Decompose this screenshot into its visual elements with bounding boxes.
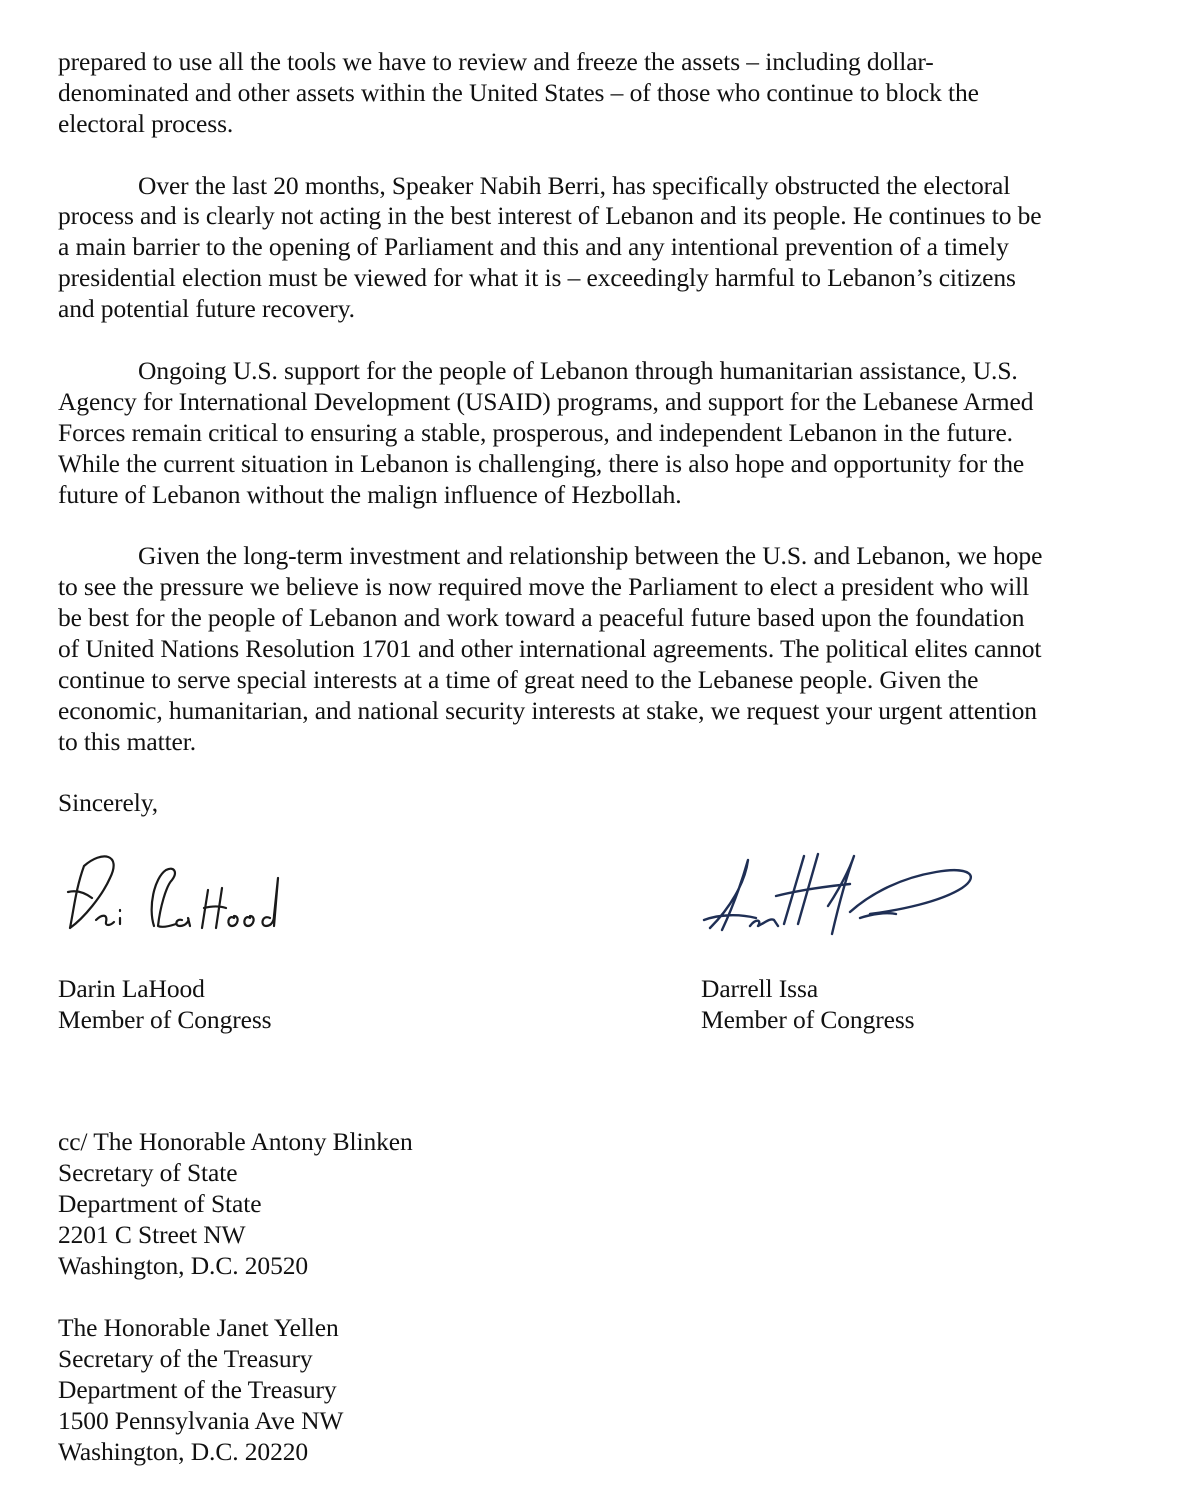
cc-line: Department of State (58, 1189, 262, 1218)
text-line: economic, humanitarian, and national security interests at stake, we request your urgent attention (58, 696, 1037, 725)
text-line: to this matter. (58, 727, 197, 756)
cc-line: The Honorable Janet Yellen (58, 1313, 339, 1342)
text-line: Over the last 20 months, Speaker Nabih Berri, has specifically obstructed the electoral (138, 171, 1011, 200)
text-line: Agency for International Development (USAID) programs, and support for the Lebanese Armed (58, 387, 1034, 416)
text-line: a main barrier to the opening of Parliament and this and any intentional prevention of a timely (58, 232, 1009, 261)
text-line: Given the long-term investment and relationship between the U.S. and Lebanon, we hope (138, 541, 1043, 570)
cc-line: Washington, D.C. 20220 (58, 1437, 309, 1466)
signatory-name: Darin LaHood (58, 974, 205, 1003)
text-line: Ongoing U.S. support for the people of Lebanon through humanitarian assistance, U.S. (138, 356, 1018, 385)
signatory-name: Darrell Issa (701, 974, 819, 1003)
signatory-title: Member of Congress (58, 1005, 272, 1034)
text-line: process and is clearly not acting in the best interest of Lebanon and its people. He continues to be (58, 201, 1042, 230)
cc-line: Secretary of the Treasury (58, 1344, 313, 1373)
text-line: future of Lebanon without the malign influence of Hezbollah. (58, 480, 682, 509)
text-line: to see the pressure we believe is now required move the Parliament to elect a president who will (58, 572, 1030, 601)
text-line: denominated and other assets within the United States – of those who continue to block the (58, 78, 979, 107)
cc-line: 2201 C Street NW (58, 1220, 246, 1249)
signature-darin-lahood (62, 848, 342, 943)
text-line: While the current situation in Lebanon is challenging, there is also hope and opportunity for the (58, 449, 1025, 478)
text-line: of United Nations Resolution 1701 and other international agreements. The political elites cannot (58, 634, 1042, 663)
cc-line: Washington, D.C. 20520 (58, 1251, 309, 1280)
text-line: prepared to use all the tools we have to review and freeze the assets – including dollar- (58, 47, 934, 76)
signatory-title: Member of Congress (701, 1005, 915, 1034)
text-line: continue to serve special interests at a time of great need to the Lebanese people. Given the (58, 665, 979, 694)
text-line: Forces remain critical to ensuring a stable, prosperous, and independent Lebanon in the future. (58, 418, 1013, 447)
cc-line: cc/ The Honorable Antony Blinken (58, 1127, 413, 1156)
text-line: be best for the people of Lebanon and work toward a peaceful future based upon the foundation (58, 603, 1025, 632)
signature-darrell-issa (700, 848, 990, 943)
cc-line: 1500 Pennsylvania Ave NW (58, 1406, 344, 1435)
cc-line: Secretary of State (58, 1158, 238, 1187)
cc-line: Department of the Treasury (58, 1375, 337, 1404)
closing-salutation: Sincerely, (58, 788, 159, 817)
text-line: presidential election must be viewed for what it is – exceedingly harmful to Lebanon’s citizens (58, 263, 1016, 292)
text-line: and potential future recovery. (58, 294, 355, 323)
text-line: electoral process. (58, 109, 234, 138)
